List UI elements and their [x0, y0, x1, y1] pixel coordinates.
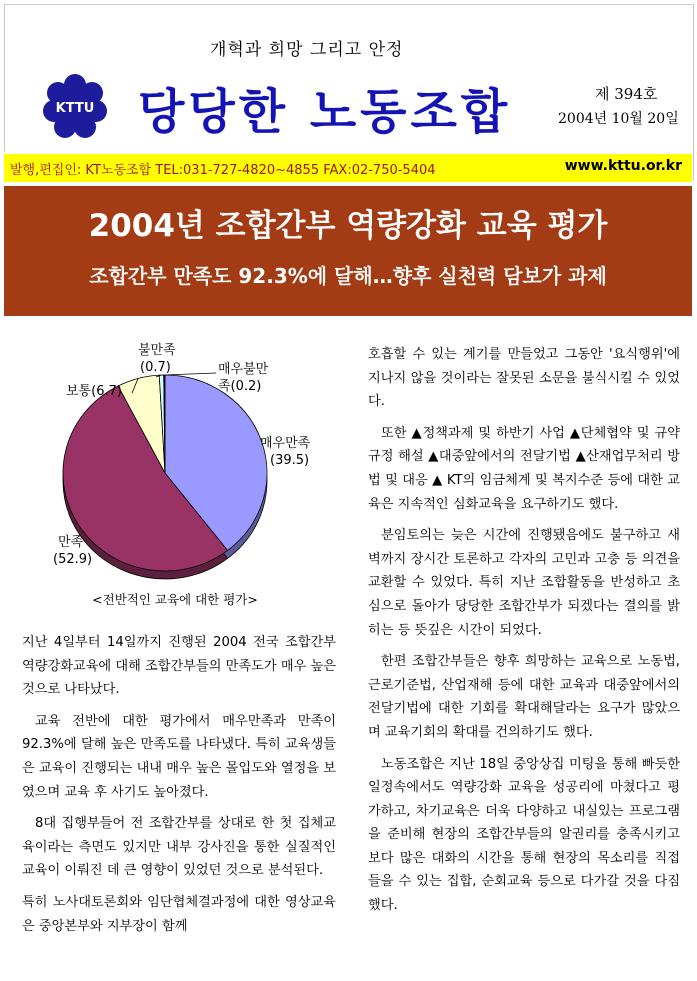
label-satisfied-value: (52.9)	[53, 552, 93, 567]
slogan: 개혁과 희망 그리고 안정	[210, 40, 404, 60]
paragraph: 노동조합은 지난 18일 중앙상집 미팅을 통해 빠듯한 일정속에서도 역량강화 교육을 성공리에 마쳤다고 평가하고, 차기교육은 더욱 다양하고 내실있는 프로그램을 준비해 현장의 조합간부들의 알권리를 충족시키고 보다 많은 대화의 시간을 통해 현장의 목소리를 직접 들을 수 있는 집합, 순회교육 등으로 다가갈 것을 다짐했다.	[368, 756, 680, 914]
chart-caption: <전반적인 교육에 대한 평가>	[92, 592, 258, 607]
website-link[interactable]: www.kttu.or.kr	[564, 158, 682, 174]
subheadline: 조합간부 만족도 92.3%에 달해…향후 실천력 담보가 과제	[89, 264, 607, 288]
label-unsatisfied: 불만족	[138, 343, 176, 358]
paragraph: 한편 조합간부들은 향후 희망하는 교육으로 노동법, 근로기준법, 산업재해 등에 대한 교육과 대중앞에서의 전달기법에 대한 기회를 확대해달라는 요구가 많았으며 교육기회의 확대를 건의하기도 했다.	[368, 654, 680, 740]
paragraph: 8대 집행부들어 전 조합간부를 상대로 한 첫 집체교육이라는 측면도 있지만 내부 강사진을 통한 실질적인 교육이 이뤄진 데 큰 영향이 있었던 것으로 분석된다.	[22, 816, 336, 879]
label-satisfied: 만족	[58, 535, 84, 550]
logo-text: KTTU	[55, 101, 95, 116]
label-normal: 보통(6.7)	[66, 384, 122, 399]
headline: 2004년 조합간부 역량강화 교육 평가	[88, 208, 608, 244]
issue-date: 2004년 10월 20일	[558, 111, 679, 127]
issue-number: 제 394호	[595, 85, 658, 103]
paragraph: 특히 노사대토론회와 임단협체결과정에 대한 영상교육은 중앙본부와 지부장이 함께	[22, 894, 336, 934]
paragraph: 지난 4일부터 14일까지 진행된 2004 전국 조합간부 역량강화교육에 대해 조합간부들의 만족도가 매우 높은 것으로 나타났다.	[22, 635, 336, 698]
publisher-info: 발행,편집인: KT노동조합 TEL:031-727-4820~4855 FAX:02-750-5404	[10, 163, 436, 178]
satisfaction-pie-chart	[20, 333, 350, 623]
label-very-satisfied-value: (39.5)	[270, 453, 310, 468]
paragraph: 교육 전반에 대한 평가에서 매우만족과 만족이 92.3%에 달해 높은 만족도를 나타냈다. 특히 교육생들은 교육이 진행되는 내내 매우 높은 몰입도와 열정을 보였으며 교육 후 사기도 높아졌다.	[22, 713, 336, 800]
paragraph: 또한 ▲정책과제 및 하반기 사업 ▲단체협약 및 규약규정 해설 ▲대중앞에서의 전달기법 ▲산재업무처리 방법 및 대응 ▲ KT의 임금체계 및 복지수준 등에 대한 교육은 지속적인 심화교육을 요구하기도 했다.	[368, 425, 680, 512]
label-very-unsatisfied-1: 매우불만	[218, 362, 269, 377]
newsletter-title: 당당한 노동조합	[138, 84, 512, 140]
label-very-satisfied: 매우만족	[260, 436, 311, 451]
paragraph: 호흡할 수 있는 계기를 만들었고 그동안 '요식행위'에 지나지 않을 것이라는 잘못된 소문을 불식시킬 수 있었다.	[368, 347, 680, 410]
flower-emblem-icon	[39, 71, 111, 143]
paragraph: 분임토의는 늦은 시간에 진행됐음에도 불구하고 새벽까지 장시간 토론하고 각자의 고민과 고충 등 의견을 교환할 수 있었다. 특히 지난 조합활동을 반성하고 초심으로 돌아가 당당한 조합간부가 되겠다는 결의를 밝히는 등 뜻깊은 시간이 되었다.	[368, 528, 680, 638]
label-very-unsatisfied-2: 족(0.2)	[218, 379, 262, 394]
article-column-right	[368, 343, 680, 926]
pie-leader-line	[164, 373, 216, 375]
headline-banner	[4, 186, 692, 316]
label-unsatisfied-value: (0.7)	[140, 360, 171, 375]
article-column-left	[22, 631, 336, 946]
publisher-bar	[4, 152, 692, 182]
